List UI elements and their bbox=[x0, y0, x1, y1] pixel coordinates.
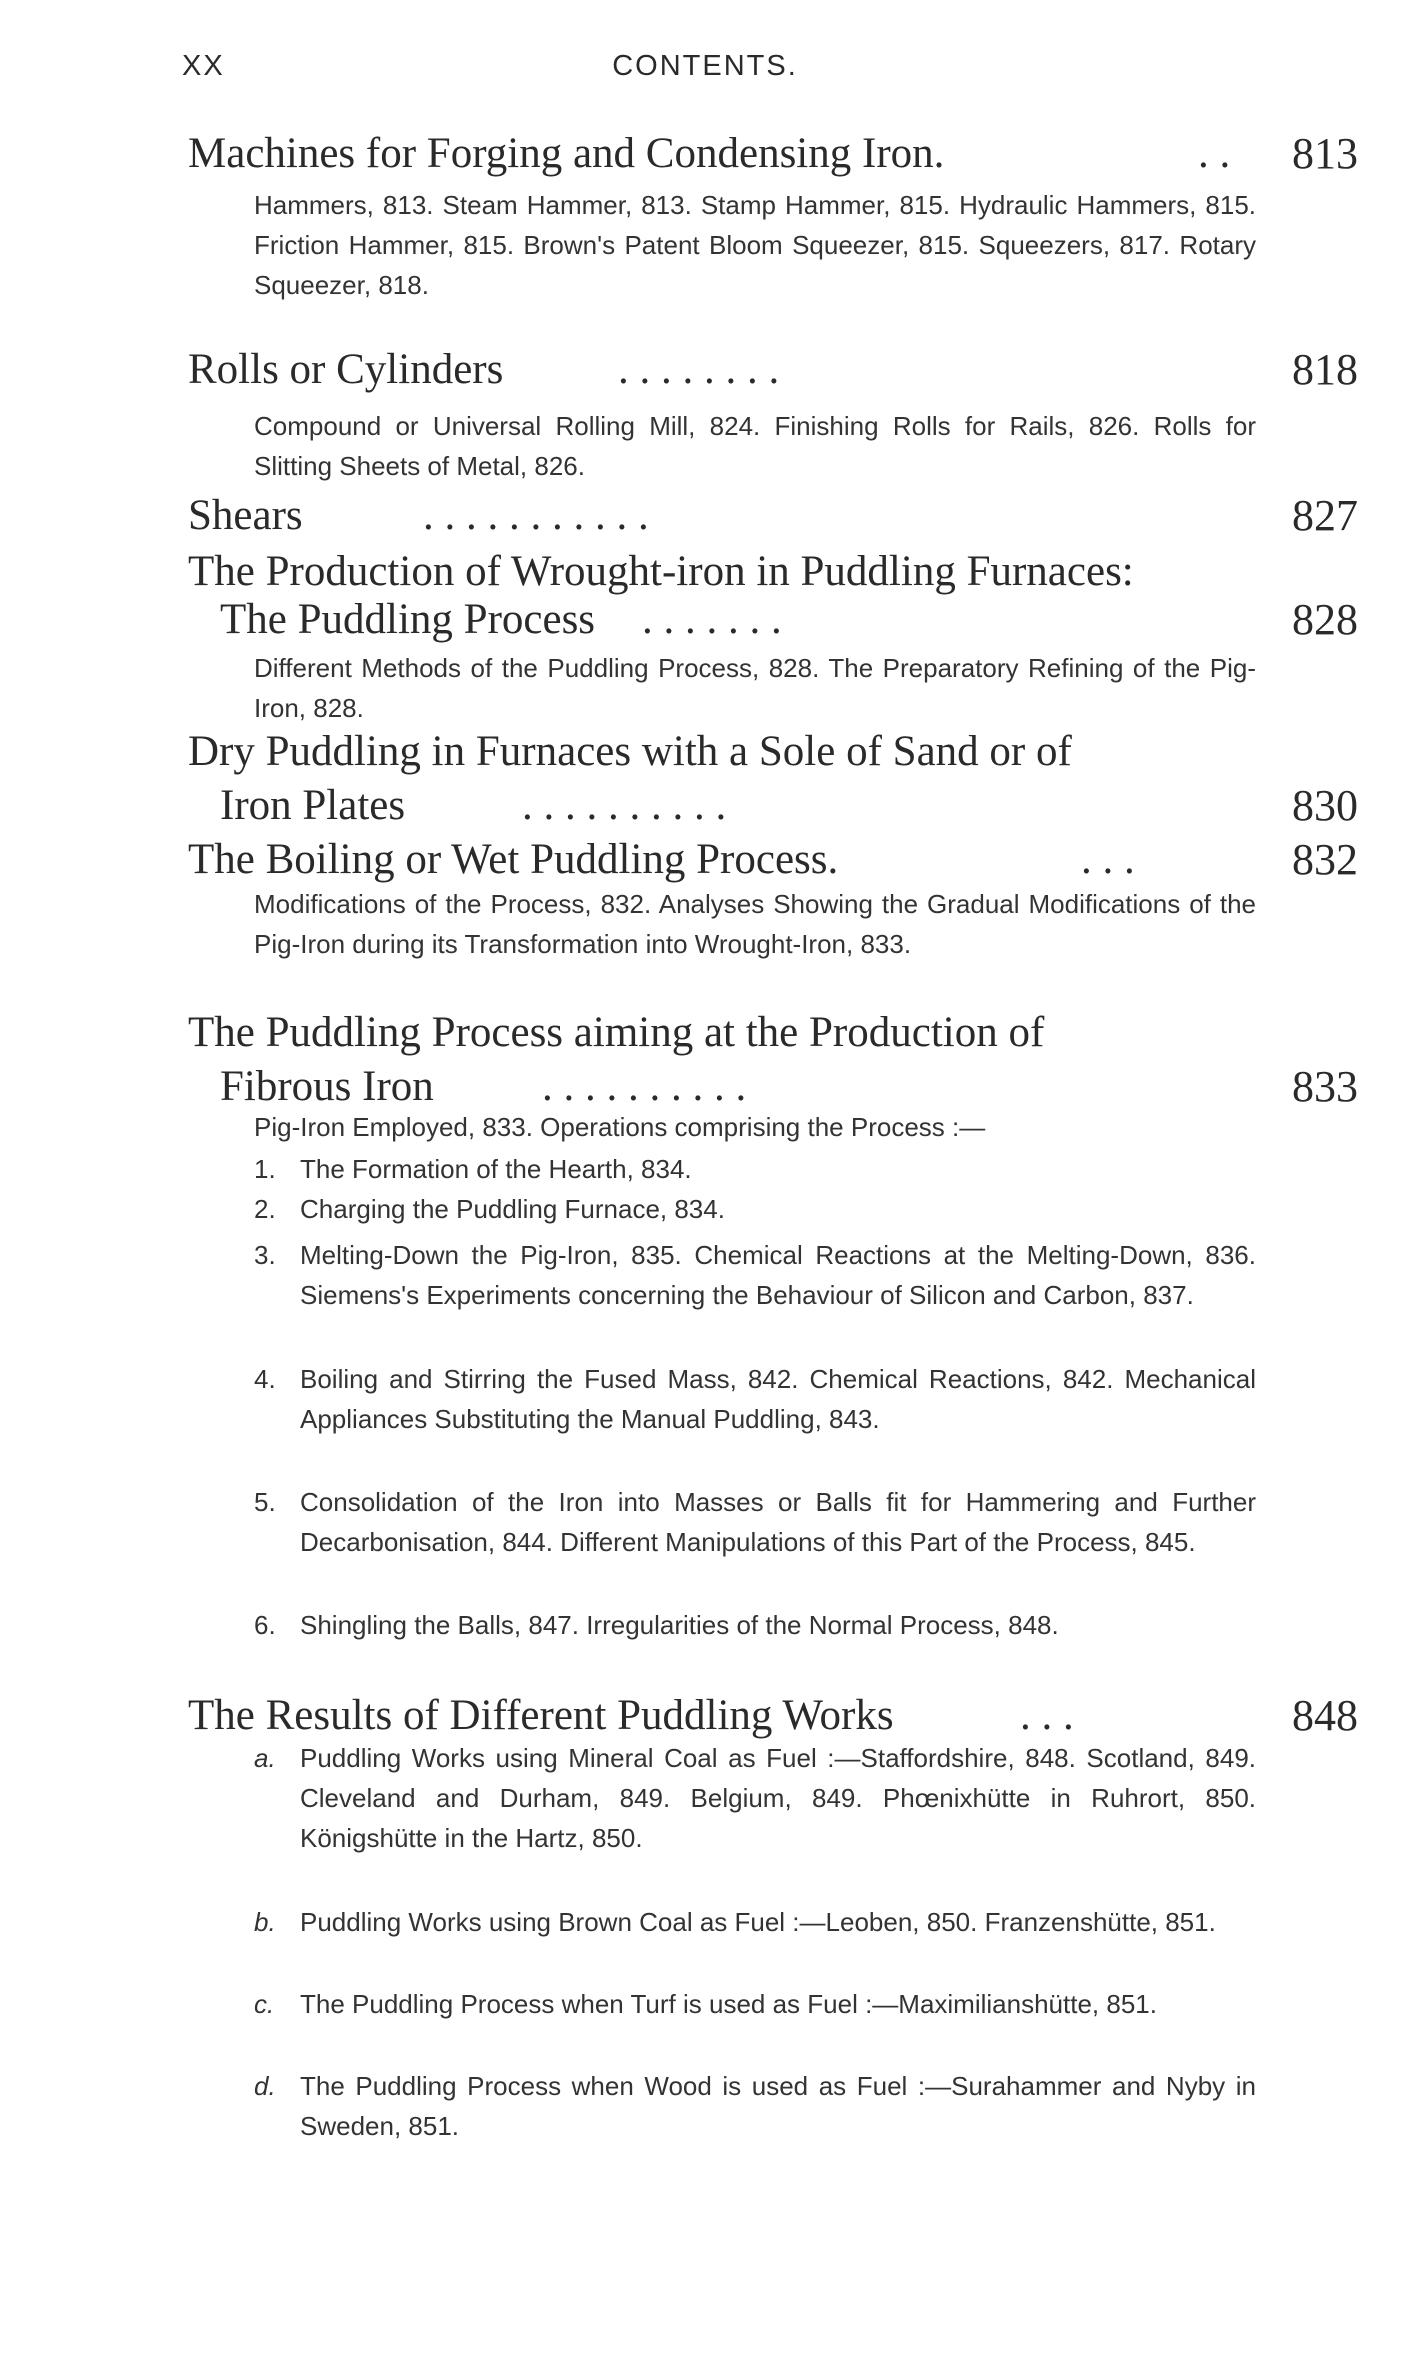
entry-title: The Puddling Process aiming at the Production of bbox=[188, 1009, 1045, 1056]
entry-title: The Results of Different Puddling Works bbox=[188, 1692, 894, 1739]
entry-title: The Production of Wrought-iron in Puddling Furnaces: bbox=[188, 548, 1134, 595]
toc-entry-puddling-process[interactable] bbox=[220, 594, 1358, 646]
item-text: Boiling and Stirring the Fused Mass, 842. Chemical Reactions, 842. Mechanical Appliances Substituting the Manual Puddling, 843. bbox=[300, 1364, 1256, 1434]
leader-dots: . . . . . . . . . . bbox=[522, 782, 727, 829]
item-number: 4. bbox=[254, 1364, 276, 1394]
entry-title: Fibrous Iron bbox=[220, 1063, 434, 1110]
leader-dots: . . . . . . . bbox=[642, 596, 782, 643]
item-text: The Puddling Process when Wood is used as Fuel :—Surahammer and Nyby in Sweden, 851. bbox=[300, 2071, 1256, 2141]
item-text: Puddling Works using Mineral Coal as Fuel :—Staffordshire, 848. Scotland, 849. Cleveland and Durham, 849. Belgium, 849. Phœnixhütte in Ruhrort, 850. Königshütte in the Hartz, 850. bbox=[300, 1743, 1256, 1853]
toc-entry-rolls[interactable] bbox=[188, 344, 1358, 396]
toc-entry-fibrous-heading bbox=[188, 1007, 1358, 1059]
entry-title: Shears bbox=[188, 492, 303, 539]
entry-page: 832 bbox=[1292, 835, 1358, 884]
entry-page: 827 bbox=[1292, 491, 1358, 540]
item-text: Consolidation of the Iron into Masses or Balls fit for Hammering and Further Decarbonisation, 844. Different Manipulations of this Part of the Process, 845. bbox=[300, 1487, 1256, 1557]
entry-page: 818 bbox=[1292, 345, 1358, 394]
item-number: 1. bbox=[254, 1154, 276, 1184]
item-number: 2. bbox=[254, 1194, 276, 1224]
item-text: Melting-Down the Pig-Iron, 835. Chemical Reactions at the Melting-Down, 836. Siemens's Experiments concerning the Behaviour of Silicon and Carbon, 837. bbox=[300, 1240, 1256, 1310]
item-text: The Formation of the Hearth, 834. bbox=[300, 1154, 692, 1184]
subentries-fibrous: Pig-Iron Employed, 833. Operations comprising the Process :— bbox=[254, 1112, 986, 1142]
page-title: CONTENTS. bbox=[612, 50, 798, 82]
entry-page: 833 bbox=[1292, 1062, 1358, 1111]
leader-dots: . . . . . . . . . . bbox=[542, 1063, 747, 1110]
toc-entry-results[interactable] bbox=[188, 1690, 1358, 1742]
subentries-boiling: Modifications of the Process, 832. Analyses Showing the Gradual Modifications of the Pig-Iron during its Transformation into Wrought-Iron, 833. bbox=[254, 889, 1256, 959]
entry-page: 830 bbox=[1292, 781, 1358, 830]
page-number-roman: XX bbox=[182, 50, 225, 82]
item-number: 6. bbox=[254, 1610, 276, 1640]
leader-dots: . . . bbox=[1020, 1692, 1074, 1739]
leader-dots: . . . . . . . . . . . bbox=[423, 492, 649, 539]
leader-dots: . . bbox=[1198, 130, 1231, 177]
toc-entry-machines[interactable] bbox=[188, 128, 1358, 180]
entry-page: 848 bbox=[1292, 1691, 1358, 1740]
entry-title: Dry Puddling in Furnaces with a Sole of Sand or of bbox=[188, 728, 1072, 775]
leader-dots: . . . . . . . . bbox=[618, 346, 780, 393]
toc-entry-fibrous-iron[interactable] bbox=[220, 1061, 1358, 1113]
item-text: Charging the Puddling Furnace, 834. bbox=[300, 1194, 725, 1224]
subentries-rolls: Compound or Universal Rolling Mill, 824. Finishing Rolls for Rails, 826. Rolls for Slitting Sheets of Metal, 826. bbox=[254, 411, 1256, 481]
leader-dots: . . . bbox=[1081, 836, 1135, 883]
item-text: Puddling Works using Brown Coal as Fuel :—Leoben, 850. Franzenshütte, 851. bbox=[300, 1907, 1216, 1937]
item-letter: a. bbox=[254, 1743, 276, 1773]
toc-section-heading-production bbox=[188, 546, 1358, 598]
entry-title: Rolls or Cylinders bbox=[188, 346, 504, 393]
entry-page: 828 bbox=[1292, 595, 1358, 644]
item-number: 3. bbox=[254, 1240, 276, 1270]
item-letter: d. bbox=[254, 2071, 276, 2101]
item-text: The Puddling Process when Turf is used as Fuel :—Maximilianshütte, 851. bbox=[300, 1989, 1157, 2019]
entry-title: Iron Plates bbox=[220, 782, 406, 829]
subentries-machines: Hammers, 813. Steam Hammer, 813. Stamp Hammer, 815. Hydraulic Hammers, 815. Friction Hammer, 815. Brown's Patent Bloom Squeezer, 815. Squeezers, 817. Rotary Squeezer, 818. bbox=[254, 190, 1256, 300]
subentries-puddling: Different Methods of the Puddling Process, 828. The Preparatory Refining of the Pig-Iron, 828. bbox=[254, 653, 1256, 723]
entry-title: Machines for Forging and Condensing Iron. bbox=[188, 130, 945, 177]
toc-entry-iron-plates[interactable] bbox=[220, 780, 1358, 832]
entry-page: 813 bbox=[1292, 129, 1358, 178]
item-letter: c. bbox=[254, 1989, 275, 2019]
toc-entry-dry-puddling bbox=[188, 726, 1358, 778]
item-letter: b. bbox=[254, 1907, 276, 1937]
toc-entry-shears[interactable] bbox=[188, 490, 1358, 542]
page-header bbox=[0, 50, 1410, 90]
item-number: 5. bbox=[254, 1487, 276, 1517]
entry-title: The Puddling Process bbox=[220, 596, 596, 643]
entry-title: The Boiling or Wet Puddling Process. bbox=[188, 836, 839, 883]
item-text: Shingling the Balls, 847. Irregularities of the Normal Process, 848. bbox=[300, 1610, 1059, 1640]
toc-entry-boiling[interactable] bbox=[188, 834, 1358, 886]
